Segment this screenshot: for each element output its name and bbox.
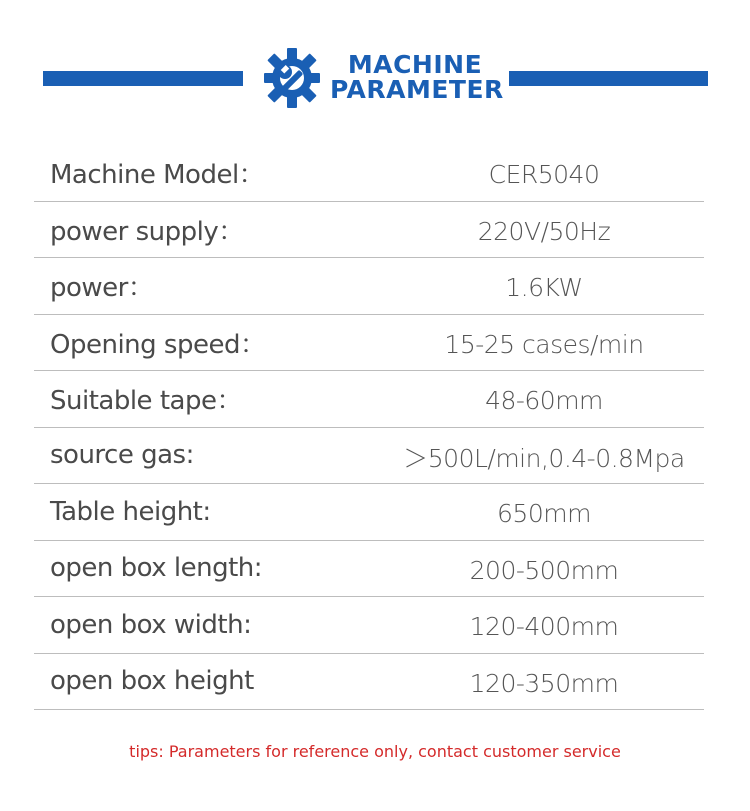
parameter-value: ＞500L/min,0.4-0.8Mpa [403, 444, 685, 474]
table-row [34, 654, 704, 711]
parameter-label: Table height: [50, 496, 211, 527]
header-bar-left [43, 71, 243, 86]
table-row [34, 597, 704, 654]
title-line-2: PARAMETER [330, 75, 504, 104]
parameter-value: 48-60mm [485, 386, 603, 416]
table-row [34, 371, 704, 428]
parameter-label: source gas: [50, 440, 194, 471]
table-row [34, 315, 704, 372]
parameter-label: open box length: [50, 553, 263, 584]
section-header [0, 40, 750, 120]
title-line-1: MACHINE [347, 50, 483, 79]
parameter-value: 120-350mm [469, 668, 619, 698]
parameter-value: 15-25 cases/min [444, 329, 644, 359]
parameter-value: 1.6KW [505, 273, 583, 303]
section-title [330, 50, 504, 104]
parameter-value: 200-500mm [469, 555, 619, 585]
parameter-label: power supply： [50, 216, 244, 247]
table-row [34, 202, 704, 259]
parameter-label: power： [50, 273, 154, 304]
header-bar-right [509, 71, 708, 86]
gear-wrench-icon [262, 46, 322, 110]
parameter-label: open box width: [50, 609, 252, 640]
table-row [34, 145, 704, 202]
parameter-value: 220V/50Hz [477, 216, 611, 246]
parameter-label: Suitable tape： [50, 386, 242, 417]
parameter-value: 120-400mm [469, 612, 619, 642]
parameter-table [34, 145, 704, 710]
parameter-value: 650mm [497, 499, 591, 529]
table-row [34, 484, 704, 541]
tips-note: tips: Parameters for reference only, contact customer service [129, 742, 621, 761]
parameter-value: CER5040 [488, 160, 600, 190]
table-row [34, 541, 704, 598]
parameter-label: open box height [50, 666, 254, 697]
table-row [34, 428, 704, 485]
parameter-label: Machine Model： [50, 160, 265, 191]
table-row [34, 258, 704, 315]
parameter-label: Opening speed： [50, 329, 266, 360]
